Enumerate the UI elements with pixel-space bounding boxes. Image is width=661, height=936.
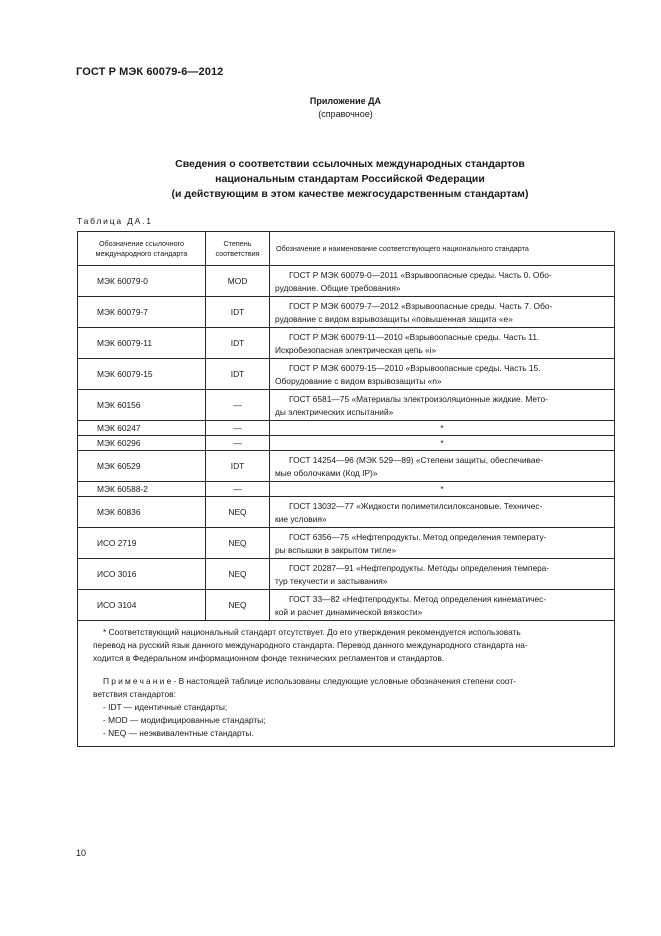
cell-national-standard <box>270 266 615 297</box>
note-item: - NEQ — неэквивалентные стандарты. <box>103 728 254 738</box>
table-row <box>78 421 615 436</box>
name-line: мые оболочками (Код IP)» <box>275 467 378 478</box>
table-row <box>78 528 615 559</box>
cell-code: МЭК 60247 <box>78 421 206 436</box>
header-line: соответствия <box>215 248 260 258</box>
name-line: ГОСТ Р МЭК 60079-0—2011 «Взрывоопасные среды. Часть 0. Обо- <box>289 269 552 280</box>
footnote-line: * Соответствующий национальный стандарт отсутствует. До его утверждения рекомендуется использовать <box>103 627 521 637</box>
cell-degree: — <box>206 421 270 436</box>
name-line: ГОСТ Р МЭК 60079-15—2010 «Взрывоопасные среды. Часть 15. <box>289 362 541 373</box>
table-row <box>78 590 615 621</box>
cell-degree: NEQ <box>206 559 270 590</box>
cell-code: ИСО 2719 <box>78 528 206 559</box>
appendix-title: Приложение ДА <box>309 96 382 106</box>
name-line: ды электрических испытаний» <box>275 406 394 417</box>
name-line: рудование с видом взрывозащиты «повышенная защита «е» <box>275 313 513 324</box>
table-row <box>78 390 615 421</box>
cell-code: МЭК 60588-2 <box>78 482 206 497</box>
table-row <box>78 359 615 390</box>
name-line: ГОСТ 6581—75 «Материалы электроизоляционные жидкие. Мето- <box>289 393 548 404</box>
note-item: - MOD — модифицированные стандарты; <box>103 715 266 725</box>
name-line: ГОСТ 20287—91 «Нефтепродукты. Методы определения темпера- <box>289 562 550 573</box>
table-row <box>78 497 615 528</box>
appendix-subtitle: (справочное) <box>318 109 373 119</box>
title-line: Сведения о соответствии ссылочных международных стандартов <box>175 158 525 170</box>
page-number: 10 <box>76 848 87 858</box>
cell-national-standard <box>270 497 615 528</box>
table-label: Таблица ДА.1 <box>77 216 153 226</box>
name-line: тур текучести и застывания» <box>275 575 388 586</box>
table-notes-row <box>78 621 615 747</box>
cell-degree: NEQ <box>206 590 270 621</box>
cell-national-standard-missing: * <box>270 421 615 436</box>
name-line: кие условия» <box>275 513 327 524</box>
header-degree <box>206 232 270 266</box>
cell-national-standard <box>270 328 615 359</box>
cell-degree: NEQ <box>206 497 270 528</box>
cell-code: МЭК 60156 <box>78 390 206 421</box>
name-line: ГОСТ 14254—96 (МЭК 529—89) «Степени защиты, обеспечивае- <box>289 454 543 465</box>
name-line: ры вспышки в закрытом тигле» <box>275 544 397 555</box>
cell-degree: IDT <box>206 297 270 328</box>
cell-code: МЭК 60079-15 <box>78 359 206 390</box>
footnote-line: ходится в Федеральном информационном фонде технических регламентов и стандартов. <box>93 653 445 663</box>
section-title <box>90 157 610 202</box>
note-text: - В настоящей таблице использованы следующие условные обозначения степени соот- <box>173 676 517 686</box>
cell-degree: — <box>206 436 270 451</box>
cell-code: МЭК 60296 <box>78 436 206 451</box>
cell-code: ИСО 3016 <box>78 559 206 590</box>
header-international-standard <box>78 232 206 266</box>
table-row <box>78 482 615 497</box>
note-line <box>93 675 608 688</box>
table-row <box>78 266 615 297</box>
footnote-line: перевод на русский язык данного международного стандарта. Перевод данного международного стандарта на- <box>93 640 528 650</box>
cell-degree: — <box>206 482 270 497</box>
name-line: ГОСТ 13032—77 «Жидкости полиметилсилоксановые. Техничес- <box>289 500 543 511</box>
title-line: национальным стандартам Российской Федерации <box>215 173 485 185</box>
cell-national-standard <box>270 451 615 482</box>
appendix-heading <box>0 95 661 121</box>
table-row <box>78 328 615 359</box>
header-line: Степень <box>223 238 252 248</box>
cell-code: МЭК 60079-11 <box>78 328 206 359</box>
cell-code: МЭК 60079-0 <box>78 266 206 297</box>
cell-degree: IDT <box>206 359 270 390</box>
title-line: (и действующим в этом качестве межгосударственным стандартам) <box>171 188 529 200</box>
cell-national-standard-missing: * <box>270 436 615 451</box>
name-line: ГОСТ Р МЭК 60079-11—2010 «Взрывоопасные среды. Часть 11. <box>289 331 540 342</box>
cell-national-standard <box>270 528 615 559</box>
standards-table <box>77 231 615 747</box>
table-header-row <box>78 232 615 266</box>
name-line: ГОСТ Р МЭК 60079-7—2012 «Взрывоопасные среды. Часть 7. Обо- <box>289 300 553 311</box>
header-line: международного стандарта <box>95 248 188 258</box>
cell-degree: MOD <box>206 266 270 297</box>
cell-code: ИСО 3104 <box>78 590 206 621</box>
cell-national-standard <box>270 359 615 390</box>
table-row <box>78 451 615 482</box>
cell-degree: — <box>206 390 270 421</box>
cell-degree: IDT <box>206 328 270 359</box>
cell-degree: NEQ <box>206 528 270 559</box>
table-row <box>78 436 615 451</box>
name-line: кой и расчет динамической вязкости» <box>275 606 423 617</box>
name-line: Оборудование с видом взрывозащиты «n» <box>275 375 442 386</box>
note-item: - IDT — идентичные стандарты; <box>103 702 228 712</box>
cell-code: МЭК 60529 <box>78 451 206 482</box>
header-line: Обозначение ссылочного <box>98 238 185 248</box>
name-line: ГОСТ 33—82 «Нефтепродукты. Метод определения кинематичес- <box>289 593 547 604</box>
name-line: Искробезопасная электрическая цепь «i» <box>275 344 437 355</box>
header-national-standard: Обозначение и наименование соответствующего национального стандарта <box>270 232 615 266</box>
name-line: рудование. Общие требования» <box>275 282 401 293</box>
name-line: ГОСТ 6356—75 «Нефтепродукты. Метод определения температу- <box>289 531 547 542</box>
cell-national-standard <box>270 590 615 621</box>
cell-national-standard <box>270 559 615 590</box>
cell-code: МЭК 60079-7 <box>78 297 206 328</box>
cell-national-standard <box>270 297 615 328</box>
cell-code: МЭК 60836 <box>78 497 206 528</box>
cell-national-standard-missing: * <box>270 482 615 497</box>
table-row <box>78 297 615 328</box>
cell-degree: IDT <box>206 451 270 482</box>
document-header: ГОСТ Р МЭК 60079-6—2012 <box>76 66 224 78</box>
note-label: Примечание <box>103 676 174 686</box>
table-notes <box>78 621 615 747</box>
note-line: ветствия стандартов: <box>93 689 176 699</box>
cell-national-standard <box>270 390 615 421</box>
table-row <box>78 559 615 590</box>
